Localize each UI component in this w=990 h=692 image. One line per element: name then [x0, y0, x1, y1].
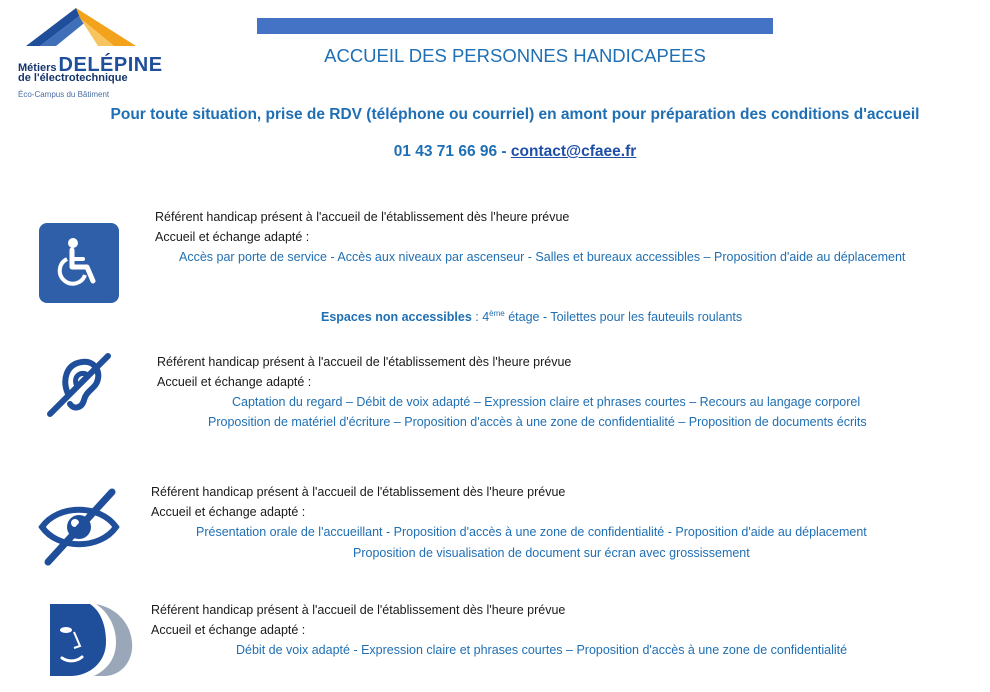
motor-non-accessible: [321, 309, 742, 324]
non-accessible-sup: ème: [489, 309, 505, 318]
hearing-impaired-icon: [44, 350, 114, 420]
contact-line: [0, 143, 990, 161]
visual-detail2: Proposition de visualisation de document sur écran avec grossissement: [353, 546, 750, 560]
visual-detail1: Présentation orale de l'accueillant - Proposition d'accès à une zone de confidentialité - Proposition d'aide au déplacement: [196, 525, 867, 539]
hearing-line2: Accueil et échange adapté :: [157, 375, 312, 389]
phone-number: 01 43 71 66 96 -: [393, 143, 507, 160]
motor-detail1: Accès par porte de service - Accès aux niveaux par ascenseur - Salles et bureaux accessibles – Proposition d'aide au déplacement: [179, 250, 906, 264]
hearing-detail2: Proposition de matériel d'écriture – Proposition d'accès à une zone de confidentialité – Proposition de documents écrits: [208, 415, 867, 429]
motor-line2: Accueil et échange adapté :: [155, 230, 310, 244]
non-accessible-label: Espaces non accessibles: [321, 310, 472, 325]
rdv-instruction: Pour toute situation, prise de RDV (téléphone ou courriel) en amont pour préparation des conditions d'accueil: [110, 106, 920, 123]
logo-brand: DELÉPINE: [58, 54, 163, 76]
hearing-line1: Référent handicap présent à l'accueil de l'établissement dès l'heure prévue: [157, 355, 572, 369]
motor-line1: Référent handicap présent à l'accueil de l'établissement dès l'heure prévue: [155, 210, 570, 224]
mental-detail1: Débit de voix adapté - Expression claire et phrases courtes – Proposition d'accès à une zone de confidentialité: [236, 643, 848, 657]
logo-line3: Éco-Campus du Bâtiment: [18, 90, 110, 99]
logo-line2: de l'électrotechnique: [18, 72, 128, 84]
mental-line2: Accueil et échange adapté :: [151, 623, 306, 637]
visual-line1: Référent handicap présent à l'accueil de l'établissement dès l'heure prévue: [151, 485, 566, 499]
non-accessible-rest: étage - Toilettes pour les fauteuils roulants: [504, 310, 743, 325]
non-accessible-floor: : 4: [471, 310, 490, 325]
email-link[interactable]: contact@cfaee.fr: [510, 143, 637, 160]
mental-disability-icon: [24, 602, 136, 678]
hearing-detail1: Captation du regard – Débit de voix adapté – Expression claire et phrases courtes – Recours au langage corporel: [232, 395, 861, 409]
logo-line1: Métiers: [18, 62, 57, 74]
logo: [18, 6, 188, 102]
logo-roof-icon: [18, 6, 138, 54]
header-bar: [257, 18, 773, 34]
visually-impaired-icon: [38, 488, 120, 566]
visual-line2: Accueil et échange adapté :: [151, 505, 306, 519]
wheelchair-icon: [39, 223, 119, 303]
page-title: ACCUEIL DES PERSONNES HANDICAPEES: [324, 45, 706, 66]
mental-line1: Référent handicap présent à l'accueil de l'établissement dès l'heure prévue: [151, 603, 566, 617]
